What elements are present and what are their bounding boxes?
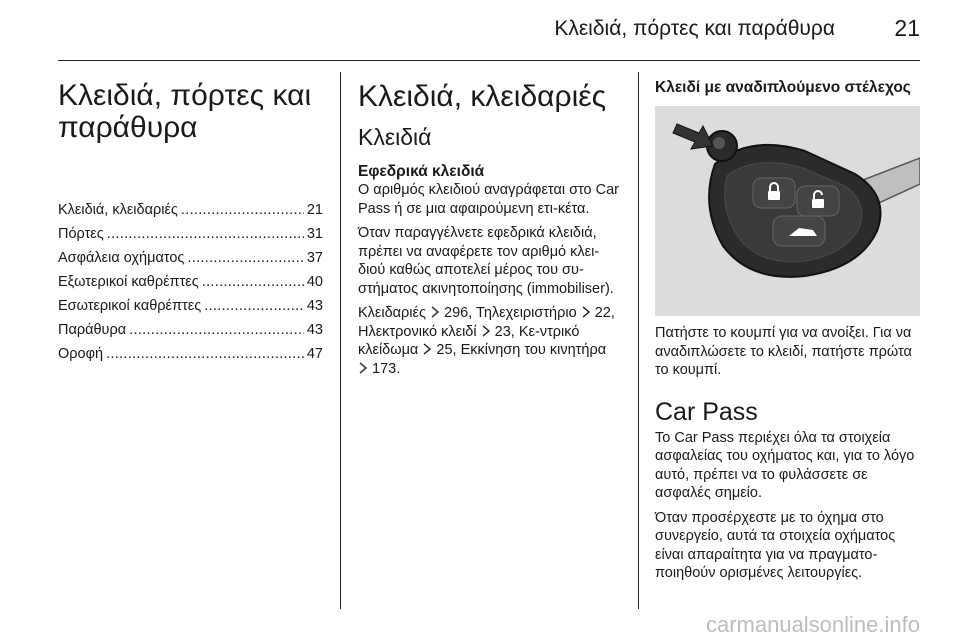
folding-key-column — [655, 72, 920, 589]
toc-entry-page: 21 — [306, 202, 323, 218]
cross-reference-page[interactable]: 173 — [372, 360, 397, 377]
toc-entry[interactable] — [58, 222, 323, 246]
chapter-title: Κλειδιά, πόρτες και παράθυρα — [58, 79, 312, 144]
car-pass-paragraph: Όταν προσέρχεστε με το όχημα στο συνεργείο, αυτά τα στοιχεία οχήματος είναι απαραίτητα για να πραγματο-ποιηθούν ορισμένες λειτουργίες. — [655, 509, 896, 581]
table-of-contents — [58, 198, 323, 366]
toc-entry[interactable] — [58, 246, 323, 270]
cross-reference-page[interactable]: 23 — [494, 323, 511, 340]
toc-entry[interactable] — [58, 342, 323, 366]
toc-entry-label: Πόρτες — [58, 226, 104, 242]
toc-entry-page: 37 — [306, 250, 323, 266]
page-number: 21 — [894, 15, 920, 41]
toc-leader-dots — [187, 246, 303, 270]
key-fob-illustration — [655, 106, 920, 316]
toc-leader-dots — [181, 198, 304, 222]
section-subtitle: Κλειδιά — [358, 124, 432, 150]
spare-keys-paragraph: Όταν παραγγέλνετε εφεδρικά κλειδιά, πρέπει να αναφέρετε τον αριθμό κλει-διού καθώς αποτελεί μέρος του συ-στήματος ακινητοποίησης (immobiliser). — [358, 225, 614, 297]
toc-entry-page: 47 — [306, 346, 323, 362]
column-divider — [638, 72, 639, 609]
toc-entry-page: 31 — [306, 226, 323, 242]
cross-reference-page[interactable]: 25 — [436, 342, 453, 358]
car-pass-paragraph: Το Car Pass περιέχει όλα τα στοιχεία ασφαλείας του οχήματος και, για το λόγο αυτό, πρέπει να το φυλάσσετε σε ασφαλές σημείο. — [655, 429, 915, 501]
toc-leader-dots — [129, 318, 304, 342]
toc-leader-dots — [106, 342, 304, 366]
page-header — [0, 0, 960, 62]
toc-leader-dots — [204, 294, 304, 318]
toc-entry[interactable] — [58, 318, 323, 342]
toc-entry-page: 40 — [306, 274, 323, 290]
section-title: Κλειδιά, κλειδαριές — [358, 80, 607, 113]
pointer-arrow-icon — [673, 124, 713, 149]
toc-entry-label: Οροφή — [58, 346, 104, 362]
toc-entry[interactable] — [58, 294, 323, 318]
spare-keys-heading: Εφεδρικά κλειδιά — [358, 163, 485, 180]
keys-column — [358, 72, 620, 384]
spare-keys-paragraph: Ο αριθμός κλειδιού αναγράφεται στο Car Pass ή σε μια αφαιρούμενη ετι-κέτα. — [358, 182, 620, 217]
toc-entry-label: Εσωτερικοί καθρέπτες — [58, 298, 202, 314]
toc-entry-label: Εξωτερικοί καθρέπτες — [58, 274, 199, 290]
header-rule — [58, 60, 920, 61]
toc-entry-page: 43 — [306, 322, 323, 338]
cross-reference-page[interactable]: 22 — [594, 305, 611, 321]
folding-key-heading: Κλειδί με αναδιπλούμενο στέλεχος — [655, 79, 911, 96]
watermark: carmanualsonline.info — [705, 612, 920, 637]
toc-entry-page: 43 — [306, 298, 323, 314]
page-reference-arrow-icon — [422, 342, 432, 354]
toc-leader-dots — [202, 270, 304, 294]
toc-entry-label: Κλειδιά, κλειδαριές — [58, 202, 178, 218]
cross-reference-text: , Κε-ντρικό κλείδωμα — [358, 323, 580, 358]
cross-reference-end: . — [396, 360, 401, 377]
cross-reference-page[interactable]: 296 — [444, 305, 469, 321]
cross-reference-text: , Τηλεχειριστήριο — [468, 305, 577, 321]
running-header-title: Κλειδιά, πόρτες και παράθυρα — [554, 17, 835, 40]
toc-entry[interactable] — [58, 198, 323, 222]
cross-reference-text: Κλειδαριές — [358, 305, 426, 321]
cross-reference-text: , Εκκίνηση του κινητήρα — [452, 342, 607, 358]
page-reference-arrow-icon — [358, 361, 368, 373]
cross-references — [358, 304, 620, 378]
figure-caption: Πατήστε το κουμπί για να ανοίξει. Για να αναδιπλώσετε το κλειδί, πατήστε πρώτα το κουμπί. — [655, 325, 912, 378]
folding-key-figure — [655, 106, 920, 316]
page-reference-arrow-icon — [481, 324, 491, 336]
toc-entry[interactable] — [58, 270, 323, 294]
column-divider — [340, 72, 341, 609]
toc-leader-dots — [107, 222, 304, 246]
page-reference-arrow-icon — [430, 305, 440, 317]
cross-reference-text: , Ηλεκτρονικό κλειδί — [358, 305, 615, 340]
car-pass-heading: Car Pass — [655, 397, 758, 426]
toc-entry-label: Παράθυρα — [58, 322, 127, 338]
page-reference-arrow-icon — [581, 305, 591, 317]
chapter-column — [58, 72, 323, 366]
toc-entry-label: Ασφάλεια οχήματος — [58, 250, 185, 266]
